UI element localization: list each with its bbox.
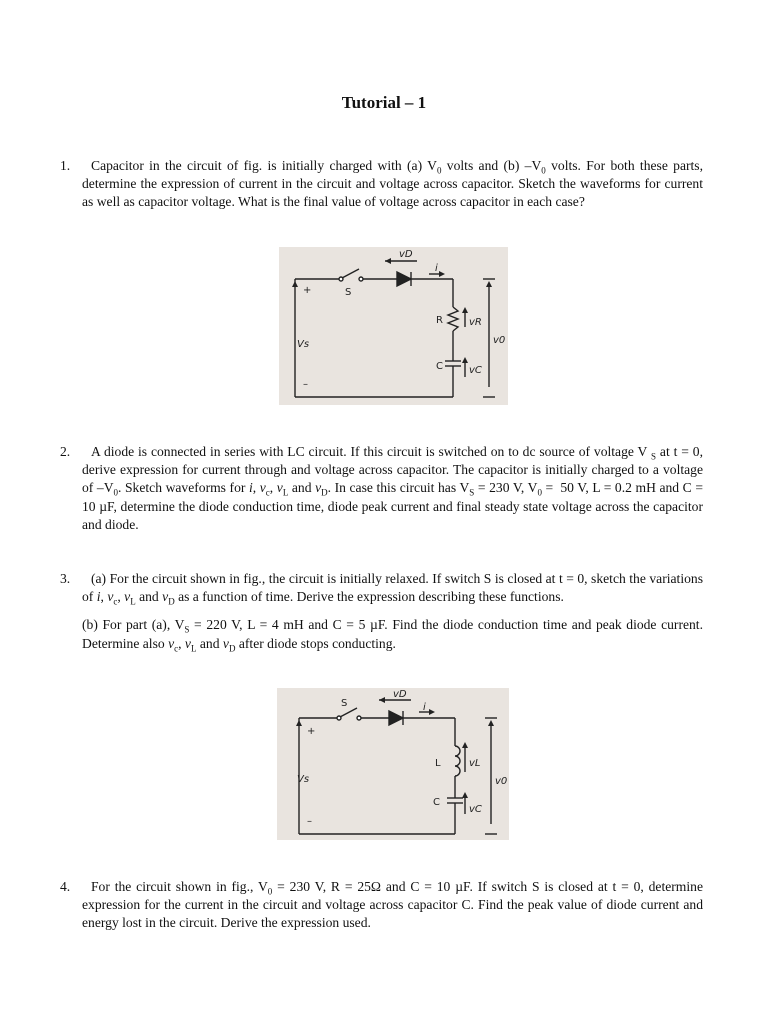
label-vd: vD bbox=[399, 249, 413, 260]
label-vs: Vs bbox=[297, 339, 310, 350]
label-vs: Vs bbox=[297, 774, 310, 785]
label-v0: v0 bbox=[493, 335, 506, 346]
circuit-figure-1 bbox=[279, 247, 508, 405]
label-c: C bbox=[433, 797, 440, 808]
label-i: i bbox=[435, 263, 438, 274]
label-v0: v0 bbox=[495, 776, 508, 787]
question-text: For the circuit shown in fig., $V_0 = 230$ V, R = 25Ω and C = 10 µF. If switch S is closed at t = 0, determine expression for the current in the circuit and voltage across capacitor C. Find the peak value of diode current and energy lost in the circuit. Derive the expression used. bbox=[82, 879, 703, 931]
label-plus: + bbox=[307, 726, 316, 737]
question-2 bbox=[60, 443, 703, 534]
question-text: Capacitor in the circuit of fig. is initially charged with (a) $V_0$ volts and (b) $-V_0$ volts. For both these parts, determine the expression of current in the circuit and voltage across capacitor. Sketch the waveforms for current as well as capacitor voltage. What is the final value of voltage across capacitor in each case? bbox=[82, 158, 703, 210]
question-3 bbox=[60, 570, 703, 653]
lc-diode-circuit-diagram bbox=[277, 688, 509, 840]
question-number: 3. bbox=[60, 571, 71, 586]
label-switch: S bbox=[345, 287, 352, 298]
question-4 bbox=[60, 878, 703, 933]
question-number: 1. bbox=[60, 158, 71, 173]
question-text: A diode is connected in series with LC circuit. If this circuit is switched on to dc source of voltage V $_S$ at t = 0, derive expression for current through and voltage across capacitor. The capacitor is initially charged to a voltage of $-V_0$. Sketch waveforms for i, $v_c$, $v_L$ and $v_D$. In case this circuit has $V_S = 230$ V, $V_0 = 50$ V, L = 0.2 mH and C = 10 µF, determine the diode conduction time, diode peak current and final steady state voltage across the capacitor and diode. bbox=[82, 444, 703, 532]
label-vc: vC bbox=[469, 365, 482, 376]
label-switch: S bbox=[341, 698, 348, 709]
label-minus: – bbox=[307, 816, 312, 827]
rc-diode-circuit-diagram bbox=[279, 247, 508, 405]
label-vl: vL bbox=[469, 758, 481, 769]
question-text: (a) For the circuit shown in fig., the circuit is initially relaxed. If switch S is closed at t = 0, sketch the variations of i, $v_c$, $v_L$ and $v_D$ as a function of time. Derive the expression describing these functions. bbox=[82, 571, 703, 607]
label-vc: vC bbox=[469, 804, 482, 815]
question-1 bbox=[60, 157, 703, 212]
label-r: R bbox=[436, 315, 443, 326]
question-number: 4. bbox=[60, 879, 71, 894]
label-i: i bbox=[423, 702, 426, 713]
label-vd: vD bbox=[393, 689, 407, 700]
label-minus: – bbox=[303, 379, 308, 390]
question-subpart-b: (b) For part (a), $V_S = 220$ V, L = 4 mH and C = 5 µF. Find the diode conduction time and peak diode current. Determine also $v_c$, $v_L$ and $v_D$ after diode stops conducting. bbox=[82, 617, 703, 654]
label-plus: + bbox=[303, 285, 312, 296]
question-number: 2. bbox=[60, 444, 71, 459]
circuit-figure-2 bbox=[277, 688, 509, 840]
label-c: C bbox=[436, 361, 443, 372]
label-l: L bbox=[435, 758, 441, 769]
page-title: Tutorial – 1 bbox=[341, 93, 427, 112]
label-vr: vR bbox=[469, 317, 482, 328]
